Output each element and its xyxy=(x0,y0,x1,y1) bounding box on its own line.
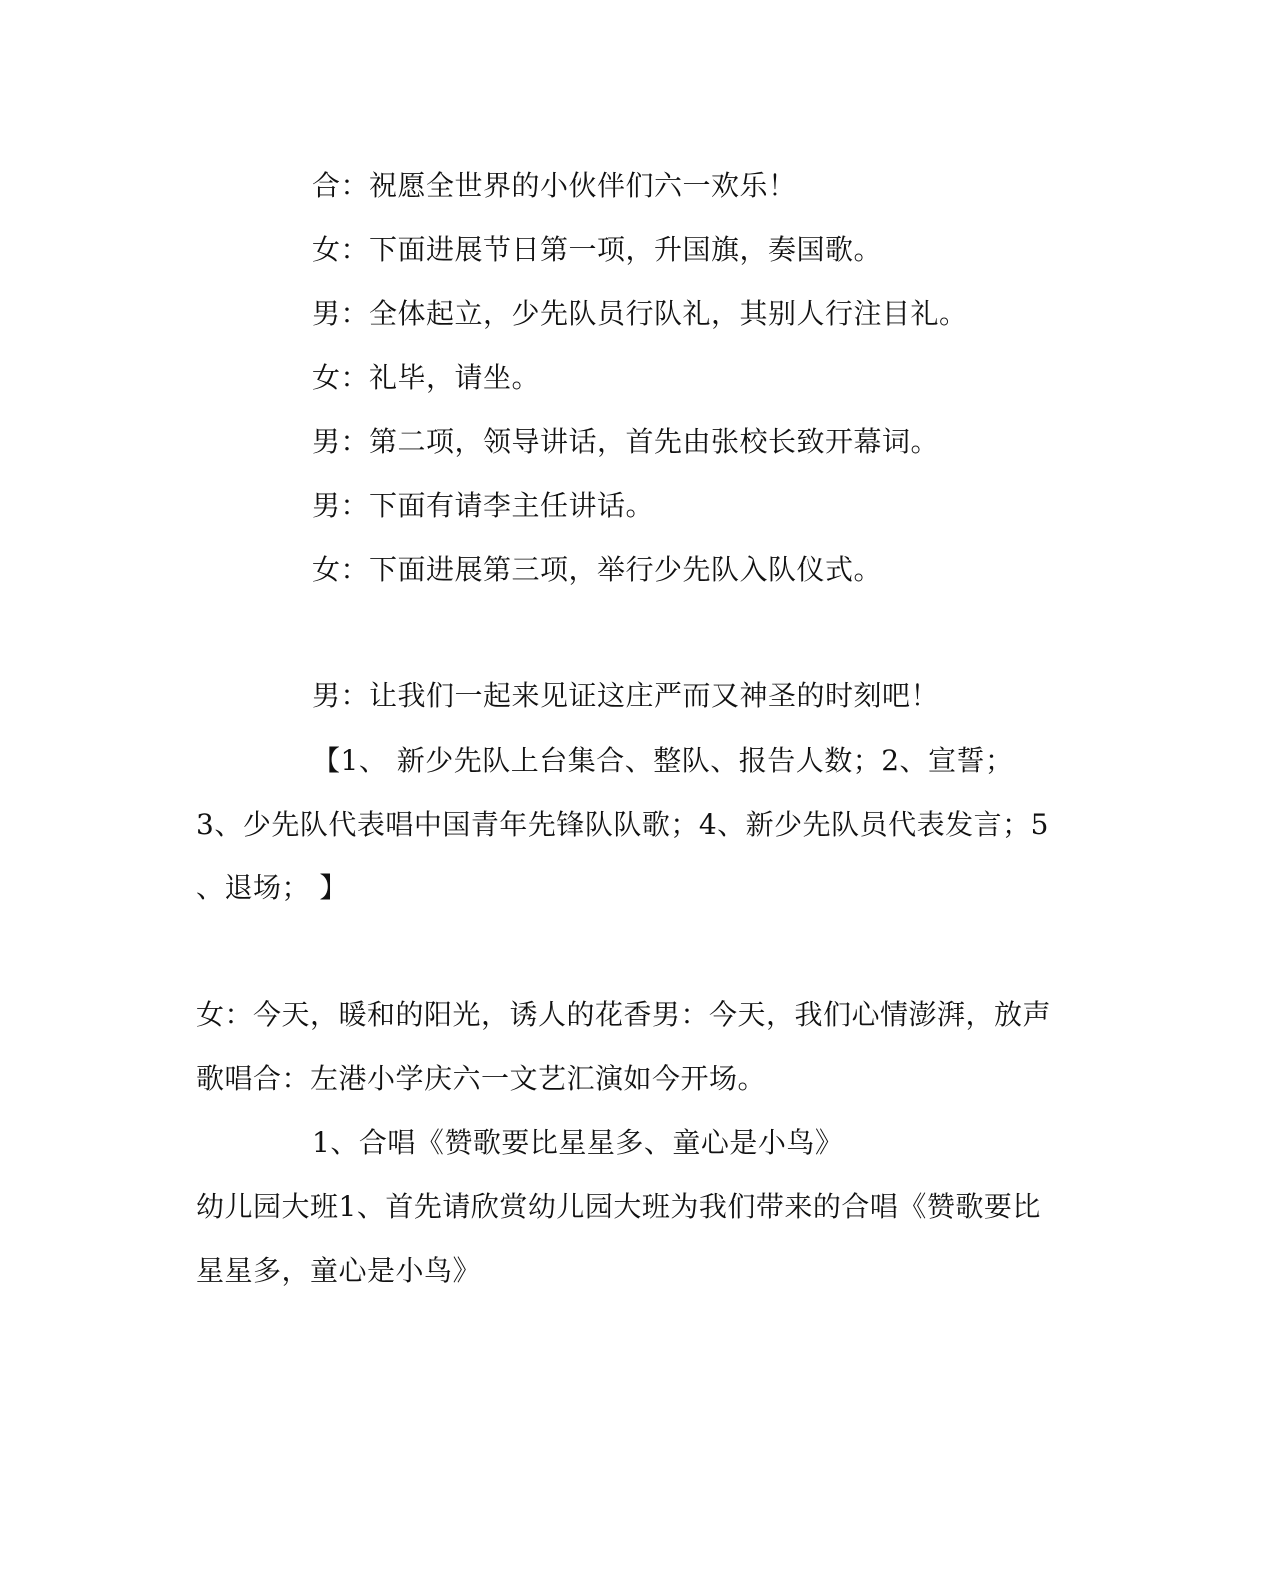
dialogue-line-stand-salute: 男：全体起立，少先队员行队礼，其别人行注目礼。 xyxy=(312,297,968,330)
dialogue-line-principal-speech: 男：第二项，领导讲话，首先由张校长致开幕词。 xyxy=(312,425,940,458)
stage-direction-line-3: 、退场； 】 xyxy=(196,871,348,904)
dialogue-line-flag-raising: 女：下面进展节日第一项，升国旗，奏国歌。 xyxy=(312,233,883,266)
program-item-title: 1、合唱《赞歌要比星星多、童心是小鸟》 xyxy=(312,1126,844,1159)
stage-direction-line-2: 3、少先队代表唱中国青年先锋队队歌；4、新少先队员代表发言；5 xyxy=(196,808,1049,841)
paragraph-opening-line-1: 女：今天，暖和的阳光，诱人的花香男：今天，我们心情澎湃，放声 xyxy=(196,998,1052,1031)
program-intro-line-1: 幼儿园大班1、首先请欣赏幼儿园大班为我们带来的合唱《赞歌要比 xyxy=(196,1190,1041,1223)
program-intro-line-2: 星星多，童心是小鸟》 xyxy=(196,1254,482,1287)
dialogue-line-chorus-greeting: 合：祝愿全世界的小伙伴们六一欢乐！ xyxy=(312,169,797,202)
paragraph-opening-line-2: 歌唱合：左港小学庆六一文艺汇演如今开场。 xyxy=(196,1062,767,1095)
dialogue-line-director-speech: 男：下面有请李主任讲话。 xyxy=(312,489,655,522)
dialogue-line-witness-moment: 男：让我们一起来见证这庄严而又神圣的时刻吧！ xyxy=(312,679,940,712)
dialogue-line-induction-ceremony: 女：下面进展第三项，举行少先队入队仪式。 xyxy=(312,553,883,586)
dialogue-line-be-seated: 女：礼毕，请坐。 xyxy=(312,361,541,394)
stage-direction-line-1: 【1、 新少先队上台集合、整队、报告人数；2、宣誓； xyxy=(312,744,1014,777)
